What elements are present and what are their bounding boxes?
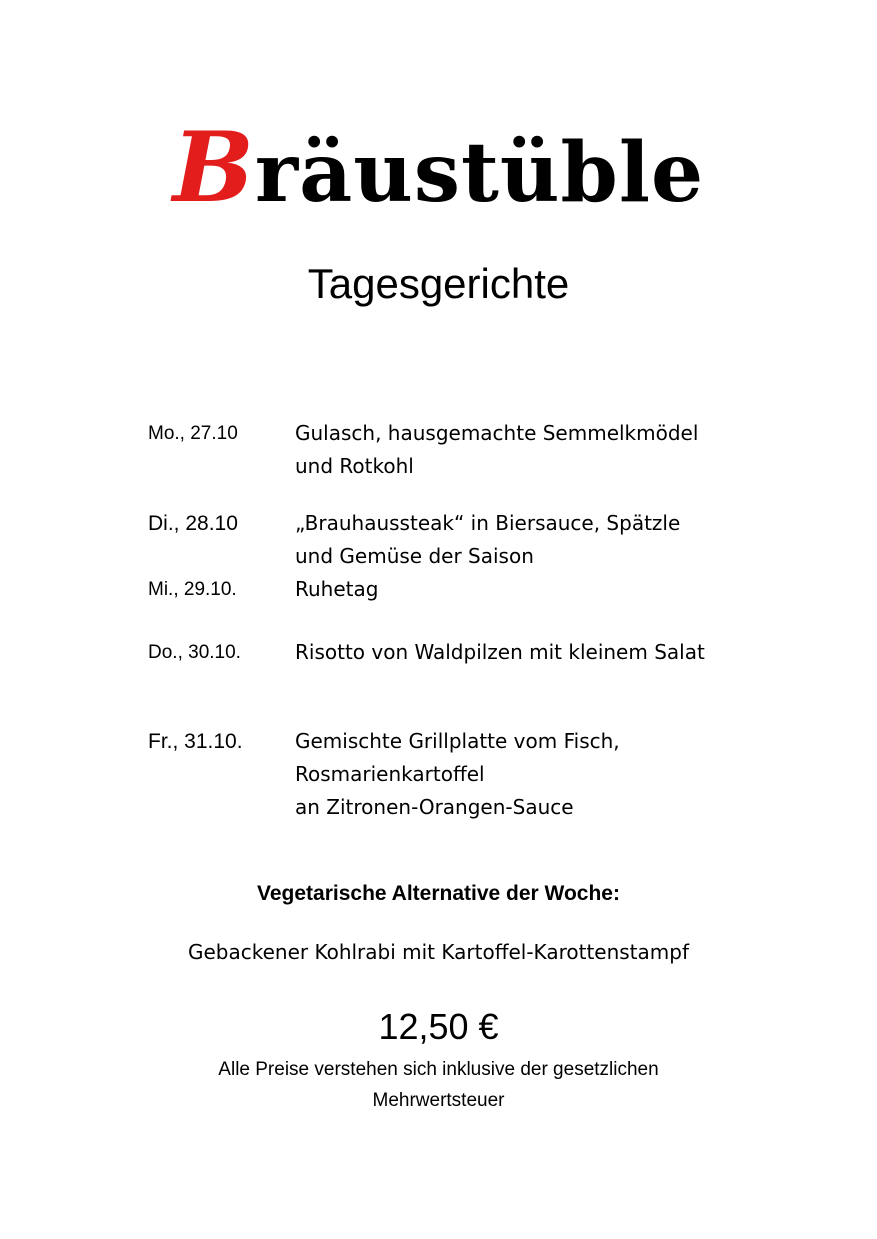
- menu-dish-tuesday: [295, 507, 855, 573]
- menu-dish-thursday: [295, 636, 855, 669]
- menu-dish-line: an Zitronen-Orangen-Sauce: [295, 795, 574, 819]
- tax-note-line: Mehrwertsteuer: [372, 1090, 505, 1111]
- menu-day-thursday: Do., 30.10.: [148, 642, 241, 663]
- tax-note-line: Alle Preise verstehen sich inklusive der gesetzlichen: [218, 1059, 659, 1080]
- price: 12,50 €: [378, 1006, 499, 1047]
- vegetarian-heading: Vegetarische Alternative der Woche:: [257, 882, 620, 905]
- menu-dish-line: „Brauhaussteak“ in Biersauce, Spätzle: [295, 511, 681, 535]
- menu-dish-line: und Rotkohl: [295, 454, 414, 478]
- restaurant-name: [0, 111, 877, 224]
- menu-day-tuesday: Di., 28.10: [148, 512, 238, 535]
- restaurant-name-rest: räustüble: [254, 125, 705, 221]
- menu-dish-line: und Gemüse der Saison: [295, 544, 534, 568]
- menu-day-friday: Fr., 31.10.: [148, 730, 243, 753]
- menu-day-wednesday: Mi., 29.10.: [148, 579, 237, 600]
- menu-dish-monday: [295, 417, 855, 483]
- page-title: Tagesgerichte: [307, 260, 570, 307]
- restaurant-name-initial: B: [172, 111, 255, 224]
- menu-dish-line: Gemischte Grillplatte vom Fisch,: [295, 729, 620, 753]
- menu-day-monday: Mo., 27.10: [148, 423, 238, 444]
- menu-dish-line: Gulasch, hausgemachte Semmelkmödel: [295, 421, 699, 445]
- menu-dish-line: Rosmarienkartoffel: [295, 762, 485, 786]
- menu-dish-line: Risotto von Waldpilzen mit kleinem Salat: [295, 640, 705, 664]
- menu-dish-wednesday: [295, 573, 855, 606]
- menu-dish-line: Ruhetag: [295, 577, 379, 601]
- menu-dish-friday: [295, 725, 855, 824]
- vegetarian-dish: Gebackener Kohlrabi mit Kartoffel-Karottenstampf: [187, 940, 689, 964]
- tax-note: [0, 1054, 877, 1116]
